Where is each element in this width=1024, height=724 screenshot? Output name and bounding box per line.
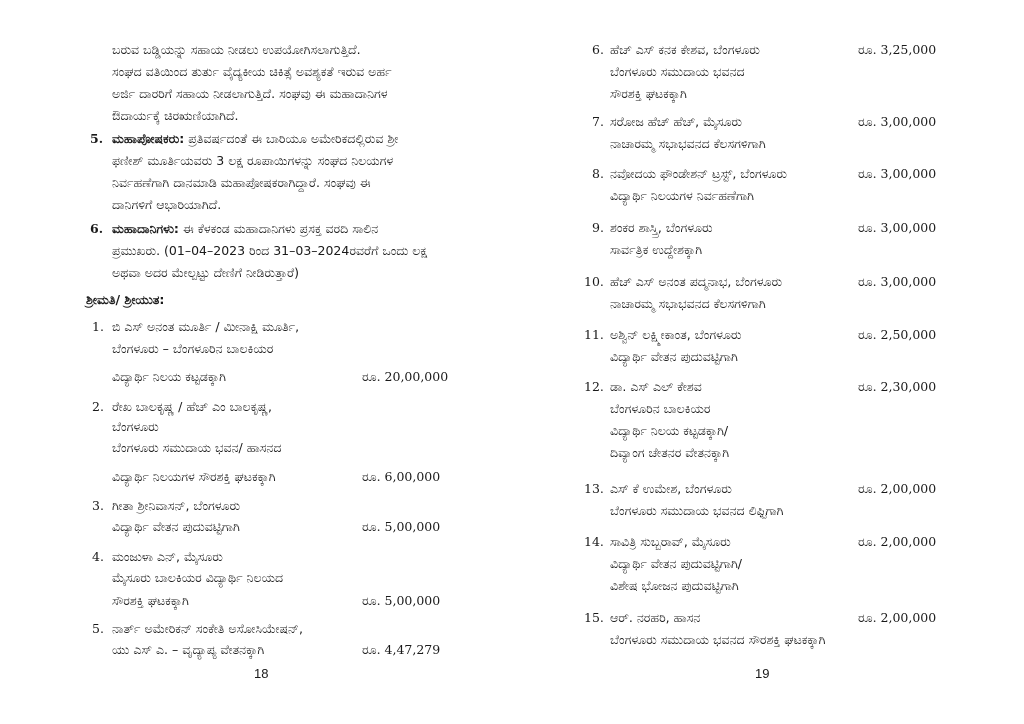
donor-line: ಸಾರ್ವತ್ರಿಕ ಉದ್ದೇಶಕ್ಕಾಗಿ (610, 242, 703, 257)
donor-line: ಯು ಎಸ್ ಎ. – ವೃದ್ಯಾಪ್ಯ ವೇತನಕ್ಕಾಗಿ (112, 642, 265, 657)
donor-line: ವಿದ್ಯಾರ್ಥಿ ನಿಲಯ ಕಟ್ಟಡಕ್ಕಾಗಿ/ (610, 423, 729, 438)
item-number: 5. (90, 131, 104, 146)
item-5-title: ಮಹಾಪೋಷಕರು: (112, 131, 185, 146)
intro-line: ಸಂಘದ ವತಿಯಿಂದ ತುರ್ತು ವೈದ್ಯಕೀಯ ಚಿಕಿತ್ಸೆ ಅವಶ್ಯಕತೆ ಇರುವ ಅರ್ಹ (112, 64, 392, 79)
donor-number: 3. (92, 498, 104, 513)
donor-line: ಅಶ್ವಿನ್ ಲಕ್ಷ್ಮೀಕಾಂತ, ಬೆಂಗಳೂರು (610, 327, 742, 342)
donor-number: 4. (92, 549, 104, 564)
donor-line: ಬೆಂಗಳೂರು ಸಮುದಾಯ ಭವನದ ಲಿಫ್ಟಿಗಾಗಿ (610, 503, 784, 518)
donor-line: ವಿದ್ಯಾರ್ಥಿ ವೇತನ ಪುದುವಟ್ಟಿಗಾಗಿ/ (610, 556, 743, 571)
donor-line: ಬೆಂಗಳೂರಿನ ಬಾಲಕಿಯರ (610, 401, 711, 416)
donor-line: ಸೌರಶಕ್ತಿ ಘಟಕಕ್ಕಾಗಿ (610, 86, 687, 101)
donor-amount: ರೂ. 2,30,000 (858, 379, 937, 394)
donor-line: ಬಿ ಎಸ್ ಅನಂತ ಮೂರ್ತಿ / ಮೀನಾಕ್ಷಿ ಮೂರ್ತಿ, (112, 319, 300, 334)
donor-line: ಮೈಸೂರು ಬಾಲಕಿಯರ ವಿದ್ಯಾರ್ಥಿ ನಿಲಯದ (112, 570, 284, 585)
donor-line: ಸರೋಜ ಹೆಚ್ ಹೆಚ್, ಮೈಸೂರು (610, 114, 743, 129)
donor-amount: ರೂ. 3,00,000 (858, 274, 937, 289)
donor-line: ಸೌರಶಕ್ತಿ ಘಟಕಕ್ಕಾಗಿ (112, 593, 189, 608)
donor-line: ಹೆಚ್ ಎಸ್ ಕನಕ ಕೇಶವ, ಬೆಂಗಳೂರು (610, 42, 760, 57)
item-5-text (112, 131, 398, 147)
item-6-text (112, 221, 378, 237)
donor-amount: ರೂ. 4,47,279 (362, 642, 441, 657)
donor-number: 14. (584, 534, 604, 549)
donor-line: ಗೀತಾ ಶ್ರೀನಿವಾಸನ್, ಬೆಂಗಳೂರು (112, 498, 241, 513)
donor-line: ಸಾವಿತ್ರಿ ಸುಬ್ಬರಾವ್, ಮೈಸೂರು (610, 534, 731, 549)
item-5-line: ಫಣೀಶ್ ಮೂರ್ತಿಯವರು 3 ಲಕ್ಷ ರೂಪಾಯಿಗಳನ್ನು ಸಂಘದ ನಿಲಯಗಳ (112, 153, 394, 168)
donor-amount: ರೂ. 2,00,000 (858, 610, 937, 625)
donor-amount: ರೂ. 2,00,000 (858, 534, 937, 549)
donor-line: ವಿದ್ಯಾರ್ಥಿ ವೇತನ ಪುದುವಟ್ಟಿಗಾಗಿ (610, 349, 738, 364)
donor-line: ವಿದ್ಯಾರ್ಥಿ ವೇತನ ಪುದುವಟ್ಟಿಗಾಗಿ (112, 519, 240, 534)
donor-amount: ರೂ. 2,00,000 (858, 481, 937, 496)
donor-line: ವಿಶೇಷ ಭೋಜನ ಪುದುವಟ್ಟಿಗಾಗಿ (610, 578, 739, 593)
donor-number: 9. (592, 220, 604, 235)
donor-line: ಹೆಚ್ ಎಸ್ ಅನಂತ ಪದ್ಮನಾಭ, ಬೆಂಗಳೂರು (610, 274, 783, 289)
donor-line: ಎಸ್ ಕೆ ಉಮೇಶ, ಬೆಂಗಳೂರು (610, 481, 732, 496)
item-5-line: ಪ್ರತಿವರ್ಷದಂತೆ ಈ ಬಾರಿಯೂ ಅಮೇರಿಕದಲ್ಲಿರುವ ಶ್ರೀ (184, 131, 399, 146)
donor-number: 1. (92, 319, 104, 334)
donors-heading: ಶ್ರೀಮತಿ/ ಶ್ರೀಯುತ: (86, 292, 165, 307)
intro-line: ಬರುವ ಬಡ್ಡಿಯನ್ನು ಸಹಾಯ ನೀಡಲು ಉಪಯೋಗಿಸಲಾಗುತ್ತಿದೆ. (112, 42, 361, 57)
donor-line: ಬೆಂಗಳೂರು ಸಮುದಾಯ ಭವನ/ ಹಾಸನದ (112, 440, 282, 455)
donor-amount: ರೂ. 5,00,000 (362, 519, 441, 534)
donor-number: 5. (92, 621, 104, 636)
donor-amount: ರೂ. 3,00,000 (858, 114, 937, 129)
donor-line: ಬೆಂಗಳೂರು ಸಮುದಾಯ ಭವನದ ಸೌರಶಕ್ತಿ ಘಟಕಕ್ಕಾಗಿ (610, 632, 826, 647)
donor-line: ಬೆಂಗಳೂರು ಸಮುದಾಯ ಭವನದ (610, 64, 745, 79)
donor-line: ನವೋದಯ ಫೌಂಡೇಶನ್ ಟ್ರಸ್ಟ್, ಬೆಂಗಳೂರು (610, 166, 787, 181)
donor-number: 2. (92, 399, 104, 414)
page-number: 19 (755, 666, 770, 681)
page-number: 18 (254, 666, 269, 681)
donor-line: ವಿದ್ಯಾರ್ಥಿ ನಿಲಯ ಕಟ್ಟಡಕ್ಕಾಗಿ (112, 369, 226, 384)
donor-number: 11. (584, 327, 604, 342)
item-number: 6. (90, 221, 104, 236)
donor-line: ಮಂಜುಳಾ ಎನ್, ಮೈಸೂರು (112, 549, 223, 564)
donor-line: ರೇಖ ಬಾಲಕೃಷ್ಣ / ಹೆಚ್ ಎಂ ಬಾಲಕೃಷ್ಣ, (112, 399, 272, 414)
donor-line: ನಾಚಾರಮ್ಮ ಸಭಾಭವನದ ಕೆಲಸಗಳಿಗಾಗಿ (610, 296, 766, 311)
intro-line: ಔದಾರ್ಯಕ್ಕೆ ಚಿರಋಣಿಯಾಗಿದೆ. (112, 108, 239, 123)
donor-line: ನಾಚಾರಮ್ಮ ಸಭಾಭವನದ ಕೆಲಸಗಳಿಗಾಗಿ (610, 136, 766, 151)
donor-line: ವಿದ್ಯಾರ್ಥಿ ನಿಲಯಗಳ ಸೌರಶಕ್ತಿ ಘಟಕಕ್ಕಾಗಿ (112, 469, 276, 484)
item-5-line: ನಿರ್ವಹಣೆಗಾಗಿ ದಾನಮಾಡಿ ಮಹಾಪೋಷಕರಾಗಿದ್ದಾರೆ. ಸಂಘವು ಈ (112, 175, 371, 190)
donor-line: ನಾರ್ತ್ ಅಮೇರಿಕನ್ ಸಂಕೇತಿ ಅಸೋಸಿಯೇಷನ್, (112, 621, 303, 636)
item-6-title: ಮಹಾದಾನಿಗಳು: (112, 221, 179, 236)
donor-amount: ರೂ. 3,00,000 (858, 220, 937, 235)
right-page (512, 0, 1024, 724)
donor-line: ಶಂಕರ ಶಾಸ್ತ್ರಿ, ಬೆಂಗಳೂರು (610, 220, 713, 235)
donor-number: 13. (584, 481, 604, 496)
item-6-line: ಈ ಕೆಳಕಂಡ ಮಹಾದಾನಿಗಳು ಪ್ರಸಕ್ತ ವರದಿ ಸಾಲಿನ (178, 221, 379, 236)
item-6-line: ಪ್ರಮುಖರು. (01–04–2023 ರಿಂದ 31–03–2024ರವರೆಗೆ ಒಂದು ಲಕ್ಷ (112, 243, 428, 258)
donor-amount: ರೂ. 5,00,000 (362, 593, 441, 608)
donor-line: ಬೆಂಗಳೂರು (112, 419, 159, 434)
donor-amount: ರೂ. 20,00,000 (362, 369, 449, 384)
donor-line: ಬೆಂಗಳೂರು – ಬೆಂಗಳೂರಿನ ಬಾಲಕಿಯರ (112, 341, 274, 356)
donor-amount: ರೂ. 3,25,000 (858, 42, 937, 57)
donor-line: ಆರ್. ನರಹರಿ, ಹಾಸನ (610, 610, 701, 625)
item-6-line: ಅಥವಾ ಅದರ ಮೇಲ್ಪಟ್ಟು ದೇಣಿಗೆ ನೀಡಿರುತ್ತಾರೆ) (112, 265, 300, 280)
intro-line: ಅರ್ಜಿ ದಾರರಿಗೆ ಸಹಾಯ ನೀಡಲಾಗುತ್ತಿದೆ. ಸಂಘವು ಈ ಮಹಾದಾನಿಗಳ (112, 86, 388, 101)
donor-amount: ರೂ. 3,00,000 (858, 166, 937, 181)
donor-line: ದಿವ್ಯಾಂಗ ಚೇತನರ ವೇತನಕ್ಕಾಗಿ (610, 445, 730, 460)
donor-number: 7. (592, 114, 604, 129)
donor-line: ವಿದ್ಯಾರ್ಥಿ ನಿಲಯಗಳ ನಿರ್ವಹಣೆಗಾಗಿ (610, 188, 754, 203)
donor-line: ಡಾ. ಎಸ್ ಎಲ್ ಕೇಶವ (610, 379, 702, 394)
donor-number: 6. (592, 42, 604, 57)
donor-number: 12. (584, 379, 604, 394)
donor-number: 10. (584, 274, 604, 289)
donor-amount: ರೂ. 2,50,000 (858, 327, 937, 342)
donor-number: 8. (592, 166, 604, 181)
donor-amount: ರೂ. 6,00,000 (362, 469, 441, 484)
item-5-line: ದಾನಿಗಳಿಗೆ ಆಭಾರಿಯಾಗಿದೆ. (112, 197, 222, 212)
donor-number: 15. (584, 610, 604, 625)
